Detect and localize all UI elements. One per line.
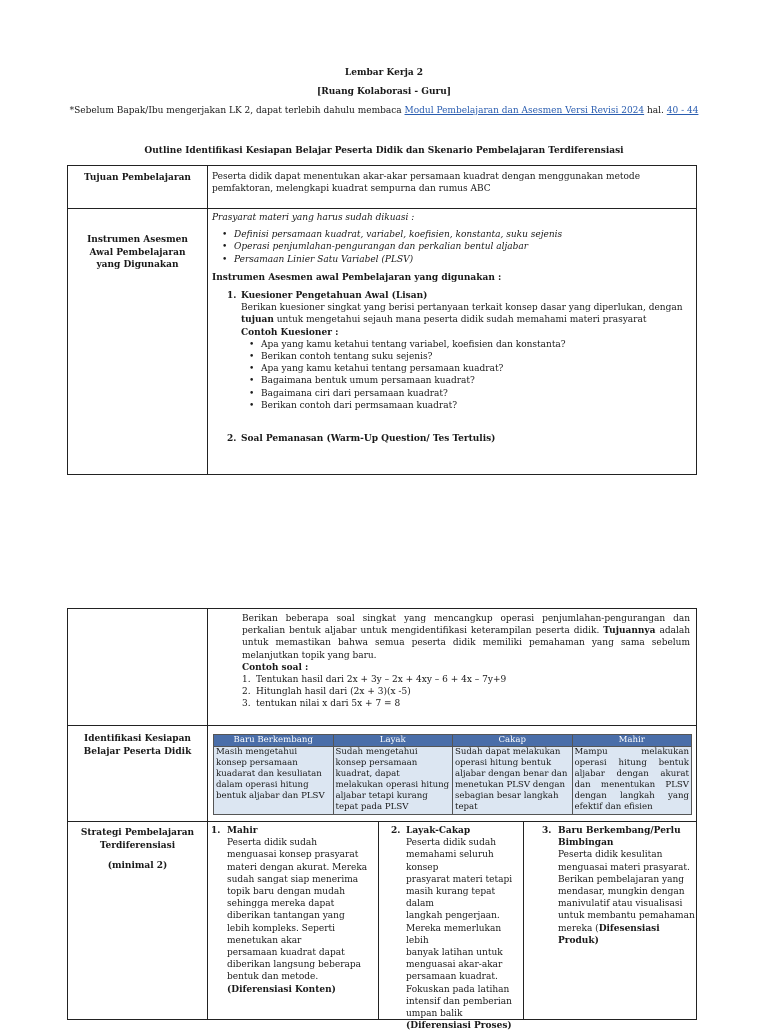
list-item: • Persamaan Linier Satu Variabel (PLSV): [234, 254, 690, 266]
strategy-card-baru-berkembang: [524, 822, 696, 1019]
readiness-levels-table: [213, 734, 692, 815]
tujuan-text: Peserta didik dapat menentukan akar-akar persamaan kuadrat dengan menggunakan metode pemfaktoran, melengkapi kuadrat sempurna dan rumus ABC: [212, 172, 641, 195]
list-item: • Bagaimana bentuk umum persamaan kuadrat?: [261, 375, 690, 387]
page-title: Lembar Kerja 2: [344, 68, 424, 78]
strategy-body: [391, 837, 523, 1032]
list-item: • Apa yang kamu ketahui tentang variabel, koefisien dan konstanta?: [261, 339, 690, 351]
strategy-line: memahami seluruh konsep: [406, 850, 494, 873]
soal-desc: [242, 613, 690, 662]
reading-note: [0, 105, 768, 117]
kuesioner-desc-a: Berikan kuesioner singkat yang berisi pertanyaan terkait konsep dasar yang diperlukan, dengan: [241, 303, 683, 314]
strategi-min: (minimal 2): [107, 861, 168, 872]
reading-note-prefix: *Sebelum Bapak/Ibu mengerjakan LK 2, dapat terlebih dahulu membaca: [69, 106, 405, 116]
strategy-body: [542, 849, 696, 947]
empty-label-cell: [68, 609, 208, 726]
strategy-line: diberikan tantangan yang: [227, 911, 345, 922]
strategy-tag: (Diferensiasi Konten): [227, 984, 336, 995]
strategy-line: persamaan kuadrat dapat: [227, 948, 345, 959]
instrumen-label: Instrumen Asesmen Awal Pembelajaran yang Digunakan: [87, 235, 188, 270]
strategy-line: Peserta didik sudah: [227, 838, 317, 849]
strategy-line: mereka (: [558, 923, 599, 934]
outline-table-page1: [67, 165, 697, 475]
level-header: Baru Berkembang: [214, 735, 334, 747]
level-description: Masih mengetahui konsep persamaan kuadarat dan kesuliatan dalam operasi hitung bentuk aljabar dan PLSV: [214, 747, 334, 815]
module-link[interactable]: Modul Pembelajaran dan Asesmen Versi Revisi 2024: [404, 106, 645, 116]
strategy-line: materi dengan akurat. Mereka: [227, 862, 368, 873]
instrumen-content-cell: [208, 209, 697, 475]
kuesioner-desc-bold: tujuan: [241, 315, 274, 326]
kuesioner-number: 1.: [227, 291, 237, 302]
strategy-line: masih kurang tepat dalam: [406, 887, 496, 910]
strategy-line: Peserta didik sudah: [406, 838, 496, 849]
level-description: Sudah dapat melakukan operasi hitung bentuk aljabar dengan benar dan menetukan PLSV dengan sebagian besar langkah tepat: [453, 747, 573, 815]
item-text: Hitunglah hasil dari (2x + 3)(x -5): [256, 687, 411, 698]
list-item: • Berikan contoh tentang suku sejenis?: [261, 351, 690, 363]
tujuan-label-cell: [68, 166, 208, 209]
strategy-tag: (Diferensiasi Proses): [406, 1021, 512, 1032]
soal-desc-bold: Tujuannya: [603, 626, 656, 637]
soal-title: Soal Pemanasan (Warm-Up Question/ Tes Tertulis): [241, 434, 496, 445]
strategy-line: manivulatif atau visualisasi: [558, 899, 683, 910]
strategy-line: Berikan pembelajaran yang: [558, 874, 685, 885]
outline-table-page2: [67, 608, 697, 1032]
prasyarat-list: [212, 229, 690, 266]
contoh-kuesioner-heading: Contoh Kuesioner :: [241, 327, 339, 338]
list-item: • Bagaimana ciri dari persamaan kuadrat?: [261, 388, 690, 400]
list-item: • Definisi persamaan kuadrat, variabel, koefisien, konstanta, suku sejenis: [234, 229, 690, 241]
item-text: tentukan nilai x dari 5x + 7 = 8: [256, 699, 401, 710]
level-description: Sudah mengetahui konsep persamaan kuadrat, dapat melakukan operasi hitung aljabar tetapi kurang tepat pada PLSV: [333, 747, 453, 815]
item-text: Tentukan hasil dari 2x + 3y – 2x + 4xy – 6 + 4x – 7y+9: [256, 675, 507, 686]
identifikasi-label: Identifikasi Kesiapan Belajar Peserta Didik: [83, 734, 192, 757]
strategy-line: umpan balik: [406, 1009, 463, 1020]
strategy-line: menetukan akar: [227, 935, 302, 946]
strategy-line: sehingga mereka dapat: [227, 899, 335, 910]
item-number: 1.: [242, 675, 251, 686]
soal-number: 2.: [227, 434, 237, 445]
pages-link[interactable]: 40 - 44: [666, 106, 699, 116]
strategy-line: Peserta didik kesulitan: [558, 850, 663, 861]
strategy-card-layak-cakap: [379, 822, 524, 1032]
strategi-content-cell: [208, 822, 697, 1032]
strategy-card-mahir: [208, 822, 379, 1019]
strategy-line: menguasai materi prasyarat.: [558, 862, 690, 873]
list-item: • Apa yang kamu ketahui tentang persamaan kuadrat?: [261, 363, 690, 375]
strategy-line: topik baru dengan mudah: [227, 887, 345, 898]
strategy-body: [211, 837, 378, 996]
strategy-line: diberikan langsung beberapa: [227, 960, 361, 971]
strategy-tag: Difesensiasi Produk): [558, 923, 660, 946]
list-item: [242, 698, 690, 710]
strategy-line: sudah sangat siap menerima: [227, 874, 359, 885]
strategy-line: mendasar, mungkin dengan: [558, 887, 685, 898]
strategi-label: Strategi Pembelajaran Terdiferensiasi: [80, 828, 195, 851]
contoh-soal-heading: Contoh soal :: [242, 662, 309, 673]
strategi-label-cell: [68, 822, 208, 1020]
kuesioner-title: Kuesioner Pengetahuan Awal (Lisan): [241, 291, 428, 302]
strategy-line: menguasai akar-akar: [406, 960, 503, 971]
soal-list: [242, 674, 690, 711]
level-header: Layak: [333, 735, 453, 747]
strategy-title: Layak-Cakap: [406, 826, 471, 836]
kuesioner-list: [227, 339, 690, 412]
strategy-title: Baru Berkembang/Perlu Bimbingan: [558, 826, 681, 849]
strategy-line: langkah pengerjaan.: [406, 911, 500, 922]
strategy-line: lebih kompleks. Seperti: [227, 923, 336, 934]
strategy-line: untuk membantu pemahaman: [558, 911, 695, 922]
soal-content-cell: [208, 609, 697, 726]
outline-title: Outline Identifikasi Kesiapan Belajar Peserta Didik dan Skenario Pembelajaran Terdiferensiasi: [144, 146, 624, 156]
list-item: • Operasi penjumlahan-pengurangan dan perkalian bentul aljabar: [234, 241, 690, 253]
level-header: Mahir: [572, 735, 692, 747]
level-description: Mampu melakukan operasi hitung bentuk aljabar dengan akurat dan menentukan PLSV dengan langkah yang efektif dan efisien: [572, 747, 692, 815]
instrumen-label-cell: [68, 209, 208, 475]
instrumen-heading: Instrumen Asesmen awal Pembelajaran yang digunakan :: [212, 272, 502, 283]
level-header: Cakap: [453, 735, 573, 747]
strategy-line: Mereka memerlukan lebih: [406, 923, 502, 946]
kuesioner-desc-b: untuk mengetahui sejauh mana peserta didik sudah memahami materi prasyarat: [273, 315, 647, 326]
identifikasi-label-cell: [68, 726, 208, 822]
soal-desc-b: adalah untuk memastikan bahwa semua peserta didik memiliki pemahaman yang sama sebelum melanjutkan topik yang baru.: [242, 626, 690, 661]
strategy-line: Fokuskan pada latihan: [406, 984, 510, 995]
identifikasi-content-cell: [208, 726, 697, 822]
kuesioner-block: [212, 290, 690, 445]
prasyarat-heading: Prasyarat materi yang harus sudah dikuasi :: [212, 213, 415, 223]
reading-note-mid: hal.: [644, 106, 667, 116]
strategy-number: 3.: [542, 826, 552, 836]
tujuan-text-cell: [208, 166, 697, 209]
strategy-line: bentuk dan metode.: [227, 972, 319, 983]
strategy-line: prasyarat materi tetapi: [406, 874, 513, 885]
tujuan-label: Tujuan Pembelajaran: [84, 173, 191, 183]
item-number: 3.: [242, 699, 251, 710]
kuesioner-desc: [227, 302, 690, 326]
strategy-number: 1.: [211, 826, 221, 836]
page-subtitle: [Ruang Kolaborasi - Guru]: [316, 87, 452, 97]
strategy-line: menguasai konsep prasyarat: [227, 850, 359, 861]
list-item: • Berikan contoh dari permsamaan kuadrat?: [261, 400, 690, 412]
strategy-line: intensif dan pemberian: [406, 996, 512, 1007]
list-item: [242, 674, 690, 686]
item-number: 2.: [242, 687, 251, 698]
strategy-line: banyak latihan untuk: [406, 948, 503, 959]
strategy-title: Mahir: [227, 826, 258, 836]
strategy-number: 2.: [391, 826, 401, 836]
list-item: [242, 686, 690, 698]
soal-desc-a: Berikan beberapa soal singkat yang mencangkup operasi penjumlahan-pengurangan dan perkalian bentuk aljabar untuk mengidentifikasi keterampilan peserta didik.: [242, 614, 690, 637]
strategy-line: persamaan kuadrat.: [406, 972, 498, 983]
